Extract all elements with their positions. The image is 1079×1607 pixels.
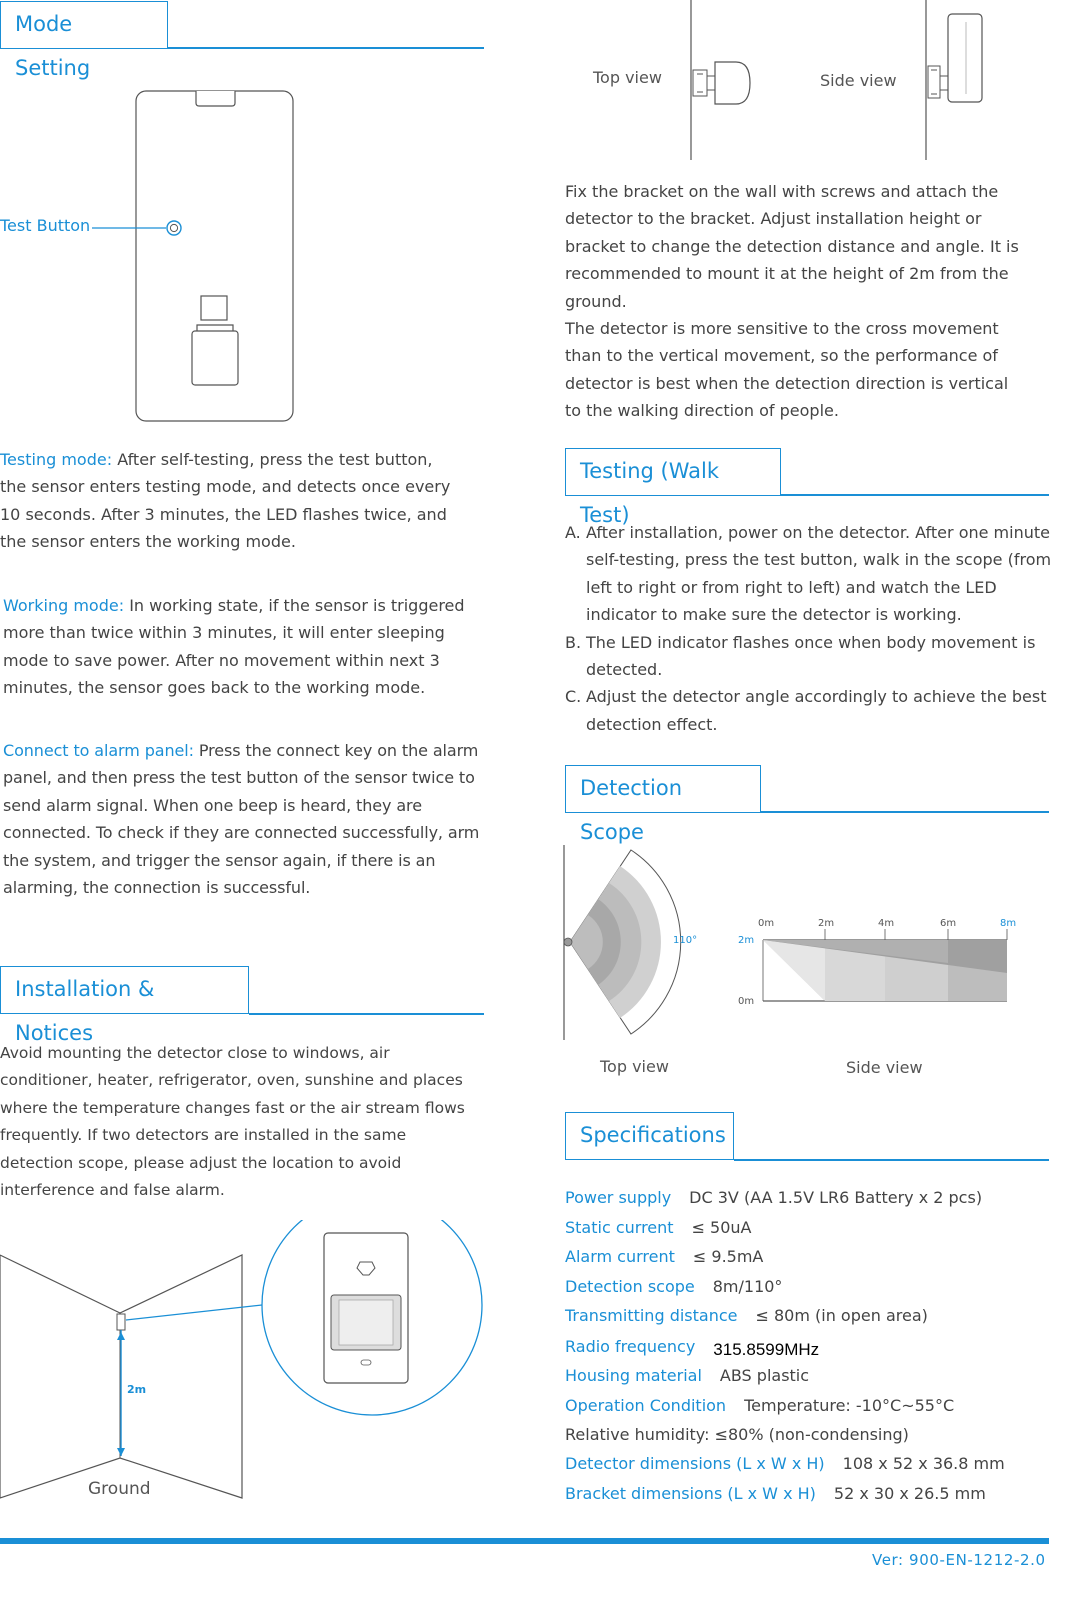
detector-front-illustration: [0, 85, 300, 425]
bracket-side-view-label: Side view: [820, 71, 897, 90]
spec-key: Housing material: [565, 1366, 702, 1385]
installation-title: Installation & Notices: [0, 966, 249, 1014]
distance-label: 0m: [758, 918, 775, 929]
installation-paragraph: Avoid mounting the detector close to windows, air conditioner, heater, refrigerator, oven, sunshine and places where the temperature changes fast or the air stream flows frequently. If two detectors are installed in the same detection scope, please adjust the location to avoid interference and false alarm.: [0, 1044, 465, 1200]
working-mode-label: Working mode:: [3, 596, 125, 615]
list-item: [565, 519, 1057, 629]
detection-scope-title: Detection Scope: [565, 765, 761, 813]
height-label: 2m: [738, 935, 755, 946]
detection-side-view-label: Side view: [846, 1058, 923, 1077]
detection-angle-label: 110°: [673, 935, 698, 946]
list-item-label: B.: [565, 632, 582, 652]
spec-row: [565, 1188, 982, 1207]
section-divider: [249, 1013, 484, 1015]
spec-key: Radio frequency: [565, 1337, 696, 1356]
spec-value: 52 x 30 x 26.5 mm: [833, 1484, 986, 1503]
test-button-label: Test Button: [0, 216, 91, 235]
spec-value: ≤ 50uA: [691, 1218, 752, 1237]
installation-illustration: [0, 1220, 490, 1510]
list-item: [565, 683, 1057, 738]
walk-test-list: [565, 519, 1057, 738]
distance-label: 4m: [878, 918, 895, 929]
ground-label: Ground: [88, 1479, 151, 1499]
spec-row: [565, 1247, 763, 1266]
spec-key: Operation Condition: [565, 1396, 727, 1415]
spec-value: 8m/110°: [712, 1277, 783, 1296]
list-item-text: After installation, power on the detector. After one minute self-testing, press the test button, walk in the scope (from left to right or from right to left) and watch the LED indicator to make sure the detector is working.: [586, 523, 1052, 625]
list-item-text: Adjust the detector angle accordingly to achieve the best detection effect.: [586, 687, 1047, 734]
walk-test-title: Testing (Walk Test): [565, 448, 781, 496]
spec-row: [565, 1366, 809, 1385]
spec-key: Transmitting distance: [565, 1306, 738, 1325]
spec-value: Relative humidity: ≤80% (non-condensing): [565, 1425, 909, 1444]
installation-height-label: 2m: [127, 1383, 147, 1396]
section-divider: [168, 47, 484, 49]
spec-row: [565, 1484, 986, 1503]
connect-label: Connect to alarm panel:: [3, 741, 194, 760]
list-item-text: The LED indicator flashes once when body movement is detected.: [586, 632, 1036, 680]
bracket-text-1: Fix the bracket on the wall with screws and attach the detector to the bracket. Adjust installation height or bracket to change the detection distance and angle. It is recommended to mount it at the height of 2m from the ground.: [565, 182, 1019, 311]
working-mode-paragraph: [3, 592, 485, 702]
spec-row: [565, 1306, 928, 1325]
bracket-text-2: The detector is more sensitive to the cross movement than to the vertical movement, so the performance of detector is best when the detection direction is vertical to the walking direction of people.: [565, 319, 1009, 421]
spec-row: [565, 1277, 782, 1296]
spec-key: Detection scope: [565, 1277, 695, 1296]
spec-row: [565, 1425, 909, 1444]
spec-value: DC 3V (AA 1.5V LR6 Battery x 2 pcs): [689, 1188, 983, 1207]
specifications-title: Specifications: [565, 1112, 734, 1160]
distance-label: 2m: [818, 918, 835, 929]
bracket-instructions: [565, 178, 1020, 425]
spec-value: 315.8599MHz: [713, 1340, 820, 1359]
spec-row: [565, 1218, 752, 1237]
testing-mode-paragraph: [0, 446, 462, 556]
spec-row: [565, 1454, 1005, 1473]
footer-bar: [0, 1538, 1049, 1544]
spec-row: [565, 1337, 819, 1357]
spec-value: ≤ 9.5mA: [692, 1247, 764, 1266]
section-divider: [781, 494, 1049, 496]
spec-key: Alarm current: [565, 1247, 675, 1266]
list-item-label: C.: [565, 687, 582, 707]
spec-key: Detector dimensions (L x W x H): [565, 1454, 825, 1473]
bracket-top-view-label: Top view: [593, 68, 662, 87]
distance-label: 8m: [1000, 918, 1017, 929]
spec-value: 108 x 52 x 36.8 mm: [842, 1454, 1005, 1473]
spec-value: ≤ 80m (in open area): [755, 1306, 928, 1325]
spec-key: Static current: [565, 1218, 674, 1237]
version-label: Ver: 900-EN-1212-2.0: [872, 1551, 1046, 1569]
spec-value: Temperature: -10°C~55°C: [744, 1396, 955, 1415]
connect-paragraph: [3, 737, 487, 901]
mode-setting-title: Mode Setting: [0, 1, 168, 49]
spec-key: Bracket dimensions (L x W x H): [565, 1484, 816, 1503]
section-divider: [761, 811, 1049, 813]
distance-label: 6m: [940, 918, 957, 929]
spec-value: ABS plastic: [719, 1366, 810, 1385]
section-divider: [734, 1159, 1049, 1161]
detection-top-view-label: Top view: [600, 1057, 669, 1076]
list-item: [565, 629, 1057, 684]
list-item-label: A.: [565, 523, 581, 542]
spec-row: [565, 1396, 954, 1415]
working-mode-text: In working state, if the sensor is triggered more than twice within 3 minutes, it will enter sleeping mode to save power. After no movement within next 3 minutes, the sensor goes back to the working mode.: [3, 596, 465, 698]
height-label: 0m: [738, 996, 755, 1007]
testing-mode-label: Testing mode:: [0, 450, 113, 469]
testing-mode-text: After self-testing, press the test button, the sensor enters testing mode, and detects once every 10 seconds. After 3 minutes, the LED flashes twice, and the sensor enters the working mode.: [0, 450, 451, 552]
connect-text: Press the connect key on the alarm panel, and then press the test button of the sensor twice to send alarm signal. When one beep is heard, they are connected. To check if they are connected successfully, arm the system, and trigger the sensor again, if there is an alarming, the connection is successful.: [3, 741, 480, 898]
spec-key: Power supply: [565, 1188, 672, 1207]
